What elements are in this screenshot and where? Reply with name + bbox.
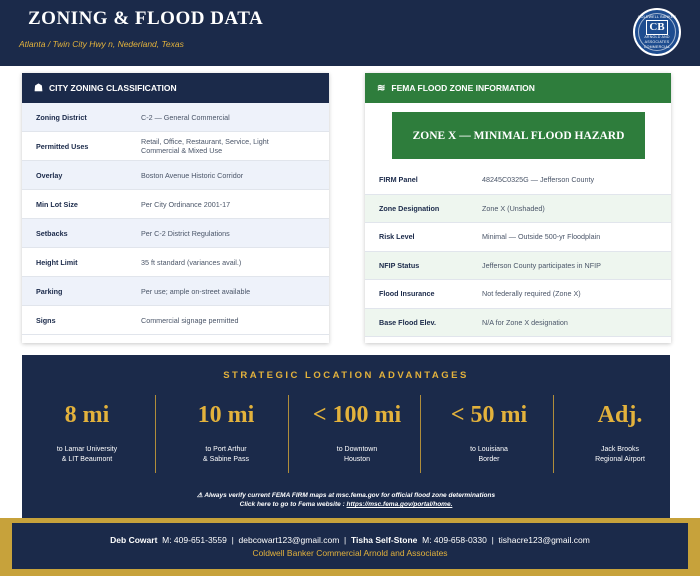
stat-lamar	[22, 395, 152, 465]
row-label: Signs	[36, 315, 56, 325]
stat-label: to Lamar University	[56, 446, 118, 453]
stat-label: to Downtown	[336, 446, 378, 453]
zoning-row	[22, 132, 329, 161]
stat-label: Border	[478, 456, 500, 463]
flood-row	[365, 195, 671, 224]
row-value: Boston Avenue Historic Corridor	[141, 170, 244, 180]
stat-label: to Port Arthur	[205, 446, 247, 453]
flood-row	[365, 252, 671, 281]
stat-airport	[555, 395, 685, 465]
agent-name: Deb Cowart	[110, 535, 158, 545]
zoning-row	[22, 190, 329, 219]
property-address: Atlanta / Twin City Hwy n, Nederland, Texas	[19, 39, 184, 49]
stat-label: & Sabine Pass	[203, 456, 249, 463]
fema-link[interactable]: https://msc.fema.gov/portal/home.	[346, 501, 453, 508]
fema-link-prefix: Click here to go to Fema website :	[239, 501, 347, 508]
building-icon: ☗	[34, 82, 43, 94]
stat-houston	[292, 395, 422, 465]
row-label: Setbacks	[36, 228, 68, 238]
bottom-margin	[0, 576, 700, 588]
zoning-heading: CITY ZONING CLASSIFICATION	[48, 83, 177, 93]
stat-value: < 100 mi	[312, 402, 402, 428]
row-label: Parking	[36, 286, 63, 296]
row-value: C-2 — General Commercial	[141, 112, 230, 122]
flood-panel	[365, 73, 671, 343]
row-value: Per City Ordinance 2001-17	[141, 199, 231, 209]
row-value: 48245C0325G — Jefferson County	[482, 175, 595, 185]
row-label: Permitted Uses	[36, 141, 89, 151]
row-value: Per use; ample on-street available	[141, 286, 251, 296]
zoning-row	[22, 277, 329, 306]
zoning-panel	[22, 73, 329, 343]
divider	[420, 395, 421, 473]
row-label: Height Limit	[36, 257, 78, 267]
page-header	[0, 0, 700, 66]
wave-icon: ≋	[377, 82, 386, 94]
row-label: Overlay	[36, 170, 63, 180]
stat-value: 8 mi	[64, 402, 110, 428]
row-value: Commercial signage permitted	[141, 315, 239, 325]
row-label: Zoning District	[36, 112, 87, 122]
zoning-row	[22, 103, 329, 132]
stat-label: to Louisiana	[470, 446, 508, 453]
stat-value: < 50 mi	[450, 402, 528, 428]
zoning-row	[22, 161, 329, 190]
agent-name: Tisha Self-Stone	[350, 535, 418, 545]
coldwell-banker-logo: COLDWELL BANKER CB ARNOLD AND ASSOCIATES COMMERCIAL	[633, 8, 681, 56]
row-label: Zone Designation	[379, 203, 440, 213]
stat-label: Houston	[343, 456, 371, 463]
row-label: FIRM Panel	[379, 175, 418, 185]
row-value: Zone X (Unshaded)	[482, 203, 545, 213]
zoning-row	[22, 306, 329, 335]
page-title: ZONING & FLOOD DATA	[28, 8, 264, 29]
row-value: N/A for Zone X designation	[482, 317, 568, 327]
stat-value: 10 mi	[197, 402, 255, 428]
divider	[155, 395, 156, 473]
row-label: Risk Level	[379, 232, 415, 242]
company-name: Coldwell Banker Commercial Arnold and Associates	[252, 548, 448, 558]
flood-row	[365, 280, 671, 309]
zoning-row	[22, 219, 329, 248]
stat-louisiana	[424, 395, 554, 465]
flood-row	[365, 223, 671, 252]
row-value: Retail, Office, Restaurant, Service, Light Commercial & Mixed Use	[141, 137, 269, 155]
row-label: NFIP Status	[379, 260, 420, 270]
divider	[553, 395, 554, 473]
location-advantages-section	[22, 355, 670, 518]
flood-panel-header	[365, 73, 671, 103]
agent-contact: M: 409-658-0330 | tishacre123@gmail.com	[417, 535, 590, 545]
stat-value: Adj.	[597, 402, 643, 428]
divider	[288, 395, 289, 473]
row-value: Per C-2 District Regulations	[141, 228, 230, 238]
row-value: 35 ft standard (variances avail.)	[141, 257, 242, 267]
fema-verify-note: ⚠ Always verify current FEMA FIRM maps at msc.fema.gov for official flood zone determinations	[196, 492, 496, 499]
agent-contact: M: 409-651-3559 | debcowart123@gmail.com |	[157, 535, 351, 545]
fema-note	[22, 491, 670, 509]
stat-port-arthur	[161, 395, 291, 465]
flood-zone-banner: ZONE X — MINIMAL FLOOD HAZARD	[392, 112, 645, 159]
flood-row	[365, 309, 671, 338]
stat-label: Regional Airport	[595, 456, 645, 463]
row-label: Base Flood Elev.	[379, 317, 436, 327]
row-value: Not federally required (Zone X)	[482, 289, 581, 299]
zoning-panel-header	[22, 73, 329, 103]
row-label: Min Lot Size	[36, 199, 78, 209]
contact-footer	[12, 523, 688, 569]
advantages-title: STRATEGIC LOCATION ADVANTAGES	[223, 370, 469, 381]
flood-heading: FEMA FLOOD ZONE INFORMATION	[391, 83, 535, 93]
row-value: Jefferson County participates in NFIP	[482, 260, 601, 270]
zoning-row	[22, 248, 329, 277]
row-label: Flood Insurance	[379, 289, 435, 299]
flood-row	[365, 166, 671, 195]
stat-label: & LIT Beaumont	[61, 456, 113, 463]
stat-label: Jack Brooks	[600, 446, 640, 453]
row-value: Minimal — Outside 500-yr Floodplain	[482, 232, 601, 242]
